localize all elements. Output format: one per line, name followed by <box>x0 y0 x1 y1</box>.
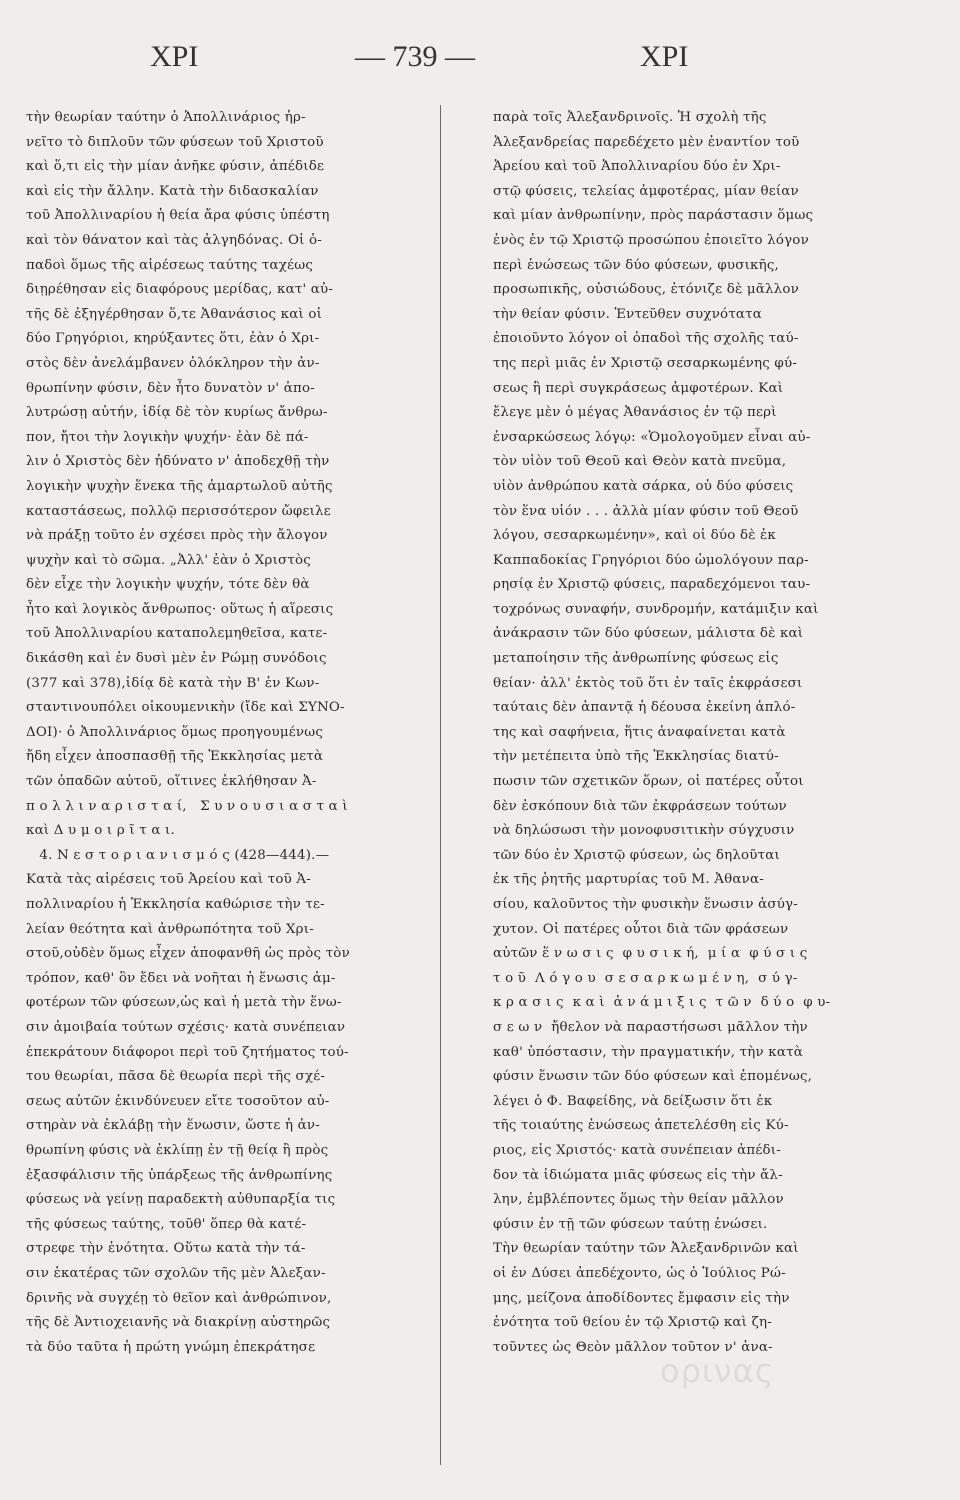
text-line: τοῦ Ἀπολλιναρίου καταπολεμηθεῖσα, κατε- <box>26 626 328 642</box>
text-line: φύσιν ἕνωσιν τῶν δύο φύσεων καὶ ἐπομένως, <box>493 1069 813 1085</box>
text-line: φύσιν ἐν τῇ τῶν φύσεων ταύτῃ ἑνώσει. <box>493 1216 768 1232</box>
text-line: τὸν ἕνα υἱόν . . . ἀλλὰ μίαν φύσιν τοῦ Θεοῦ <box>493 503 799 519</box>
text-line: ἐξασφάλισιν τῆς ὑπάρξεως τῆς ἀνθρωπίνης <box>26 1167 333 1183</box>
text-line: τῆς δὲ ἐξηγέρθησαν ὅ,τε Ἀθανάσιος καὶ οἱ <box>26 306 323 322</box>
text-line: μης, μείζονα ἀποδίδοντες ἔμφασιν εἰς τὴν <box>493 1290 790 1306</box>
text-line: θρωπίνην φύσιν, δὲν ἦτο δυνατὸν ν' ἀπο- <box>26 380 315 396</box>
watermark: ορινας <box>660 1352 775 1390</box>
text-line: σιν ἑκατέρας τῶν σχολῶν τῆς μὲν Ἀλεξαν- <box>26 1265 326 1281</box>
text-line: τοχρόνως συναφήν, συνδρομήν, κατάμιξιν καὶ <box>493 601 819 617</box>
text-line: πον, ἤτοι τὴν λογικὴν ψυχήν· ἐὰν δὲ πά- <box>26 429 309 445</box>
text-line: παδοὶ ὅμως τῆς αἱρέσεως ταύτης ταχέως <box>26 257 314 273</box>
text-line: ἑνὸς ἐν τῷ Χριστῷ προσώπου ἐποιεῖτο λόγον <box>493 232 809 248</box>
text-line: δικάσθη καὶ ἐν δυσὶ μὲν ἐν Ρώμῃ συνόδοις <box>26 651 327 667</box>
text-line: προσωπικῆς, οὐσιώδους, ἐτόνιζε δὲ μᾶλλον <box>493 282 799 298</box>
right-text-column <box>493 106 913 1360</box>
text-line: λην, ἐμβλέποντες ὅμως τὴν θείαν μᾶλλον <box>493 1192 784 1208</box>
text-line: λείαν θεότητα καὶ ἀνθρωπότητα τοῦ Χρι- <box>26 921 314 937</box>
text-line: τῶν δύο ἐν Χριστῷ φύσεων, ὡς δηλοῦται <box>493 847 780 863</box>
text-line: ταύταις δὲν ἀπαντᾷ ἡ δέουσα ἐκείνη ἁπλό- <box>493 700 796 716</box>
text-line: καὶ τὸν θάνατον καὶ τὰς ἀλγηδόνας. Οἱ ὀ- <box>26 232 323 248</box>
text-line: ψυχὴν καὶ τὸ σῶμα. „Ἀλλ' ἐὰν ὁ Χριστὸς <box>26 552 311 568</box>
text-line: θρωπίνη φύσις νὰ ἐκλίπῃ ἐν τῇ θείᾳ ἢ πρὸς <box>26 1142 329 1158</box>
text-line: χυτον. Οἱ πατέρες οὗτοι διὰ τῶν φράσεων <box>493 921 789 937</box>
text-line: τοῦ Ἀπολλιναρίου ἡ θεία ἄρα φύσις ὑπέστη <box>26 208 330 224</box>
text-line: π ο λ λ ι ν α ρ ι σ τ α ί, Σ υ ν ο υ σ ι α σ τ α ὶ <box>26 798 348 814</box>
text-line: δρινῆς νὰ συγχέῃ τὸ θεῖον καὶ ἀνθρώπινον, <box>26 1290 332 1306</box>
text-line: καθ' ὑπόστασιν, τὴν πραγματικήν, τὴν κατὰ <box>493 1044 803 1060</box>
text-line: ἤδη εἶχεν ἀποσπασθῇ τῆς Ἐκκλησίας μετὰ <box>26 749 324 765</box>
text-line: παρὰ τοῖς Ἀλεξανδρινοῖς. Ἡ σχολὴ τῆς <box>493 110 767 125</box>
text-line: στοῦ,οὐδὲν ὅμως εἶχεν ἀποφανθῆ ὡς πρὸς τὸν <box>26 946 350 962</box>
text-line: φύσεως νὰ γείνῃ παραδεκτὴ αὐθυπαρξία τις <box>26 1192 336 1208</box>
text-line: νὰ δηλώσωσι τὴν μονοφυσιτικὴν σύγχυσιν <box>493 823 795 839</box>
text-line: τοῦντες ὡς Θεὸν μᾶλλον τοῦτον ν' ἀνα- <box>493 1339 773 1355</box>
text-line: σίου, καλοῦντος τὴν φυσικὴν ἕνωσιν ἀσύγ- <box>493 897 798 912</box>
text-line: καὶ ὅ,τι εἰς τὴν μίαν ἀνῆκε φύσιν, ἀπέδιδε <box>26 159 325 175</box>
text-line: καὶ μίαν ἀνθρωπίνην, πρὸς παράστασιν ὅμως <box>493 208 814 224</box>
text-line: μεταποίησιν τῆς ἀνθρωπίνης φύσεως εἰς <box>493 651 779 667</box>
text-line: πωσιν τῶν σχετικῶν ὅρων, οἱ πατέρες οὗτοι <box>493 774 804 790</box>
text-line: ἑνότητα τοῦ θείου ἐν τῷ Χριστῷ καὶ ζη- <box>493 1315 772 1331</box>
text-line: τὴν θείαν φύσιν. Ἐντεῦθεν συχνότατα <box>493 306 763 322</box>
page-number: — 739 — <box>355 40 475 73</box>
text-line: ἔλεγε μὲν ὁ μέγας Ἀθανάσιος ἐν τῷ περὶ <box>493 405 777 421</box>
text-line: λυτρώσῃ αὐτήν, ἰδίᾳ δὲ τὸν κυρίως ἄνθρω- <box>26 405 328 421</box>
text-line: ΔΟΙ)· ὁ Ἀπολλινάριος ὅμως προηγουμένως <box>26 724 324 740</box>
text-line: Τὴν θεωρίαν ταύτην τῶν Ἀλεξανδρινῶν καὶ <box>493 1241 799 1257</box>
text-line: ἐνσαρκώσεως λόγῳ: «Ὁμολογοῦμεν εἶναι αὐ- <box>493 429 811 445</box>
text-line: λέγει ὁ Φ. Βαφείδης, νὰ δείξωσιν ὅτι ἐκ <box>493 1093 773 1109</box>
text-line: Ἀλεξανδρείας παρεδέχετο μὲν ἐναντίον τοῦ <box>493 134 800 150</box>
running-header <box>0 40 960 88</box>
text-line: ἐποιοῦντο λόγον οἱ ὀπαδοὶ τῆς σχολῆς ταύ- <box>493 331 799 347</box>
text-line: ρησίᾳ ἐν Χριστῷ φύσεις, παραδεχόμενοι ταυ- <box>493 577 811 593</box>
text-line: διῃρέθησαν εἰς διαφόρους μερίδας, κατ' αὐ- <box>26 282 334 298</box>
header-right-keyword: ΧΡΙ <box>640 40 689 73</box>
text-line: τὰ δύο ταῦτα ἡ πρώτη γνώμη ἐπεκράτησε <box>26 1339 316 1355</box>
text-line: τὴν μετέπειτα ὑπὸ τῆς Ἐκκλησίας διατύ- <box>493 749 779 765</box>
left-text-column <box>26 106 411 1360</box>
text-line: λιν ὁ Χριστὸς δὲν ἠδύνατο ν' ἀποδεχθῇ τὴν <box>26 454 330 470</box>
text-line: της περὶ μιᾶς ἐν Χριστῷ σεσαρκωμένης φύ- <box>493 355 798 371</box>
column-divider <box>440 105 441 1465</box>
text-line: σταντινουπόλει οἰκουμενικὴν (ἴδε καὶ ΣΥΝΟ- <box>26 700 345 716</box>
header-left-keyword: ΧΡΙ <box>150 40 199 73</box>
text-line: τῆς φύσεως ταύτης, τοῦθ' ὅπερ θὰ κατέ- <box>26 1216 307 1232</box>
text-line: του θεωρίαι, πᾶσα δὲ θεωρία περὶ τῆς σχέ- <box>26 1069 326 1085</box>
text-line: φοτέρων τῶν φύσεων,ὡς καὶ ἡ μετὰ τὴν ἕνω- <box>26 995 342 1011</box>
text-line: δὲν ἐσκόπουν διὰ τῶν ἐκφράσεων τούτων <box>493 798 787 814</box>
text-line: ἐκ τῆς ῥητῆς μαρτυρίας τοῦ Μ. Ἀθανα- <box>493 872 764 888</box>
text-line: Ἀρείου καὶ τοῦ Ἀπολλιναρίου δύο ἐν Χρι- <box>493 159 781 175</box>
text-line: ἐπεκράτουν διάφοροι περὶ τοῦ ζητήματος τού- <box>26 1044 349 1060</box>
text-line: νεῖτο τὸ διπλοῦν τῶν φύσεων τοῦ Χριστοῦ <box>26 134 324 150</box>
text-line: περὶ ἑνώσεως τῶν δύο φύσεων, φυσικῆς, <box>493 257 779 273</box>
text-line: τῆς δὲ Ἀντιοχειανῆς νὰ διακρίνῃ αὐστηρῶς <box>26 1315 331 1331</box>
text-line: δύο Γρηγόριοι, κηρύξαντες ὅτι, ἐὰν ὁ Χρι- <box>26 331 320 347</box>
text-line: της καὶ σαφήνεια, ἥτις ἀναφαίνεται κατὰ <box>493 724 786 740</box>
text-line: δον τὰ ἰδιώματα μιᾶς φύσεως εἰς τὴν ἄλ- <box>493 1167 783 1183</box>
text-line: τῆς τοιαύτης ἑνώσεως ἀπετελέσθη εἰς Κύ- <box>493 1118 789 1134</box>
text-line: κ ρ α σ ι ς κ α ὶ ἀ ν ά μ ι ξ ι ς τ ῶ ν δ ύ ο φ υ- <box>493 995 831 1011</box>
text-line: τρόπον, καθ' ὃν ἔδει νὰ νοῆται ἡ ἕνωσις ἀμ- <box>26 970 336 986</box>
text-line: θείαν· ἀλλ' ἐκτὸς τοῦ ὅτι ἐν ταῖς ἐκφράσεσι <box>493 675 803 691</box>
text-line: Καππαδοκίας Γρηγόριοι δύο ὡμολόγουν παρ- <box>493 552 809 568</box>
text-line: στὸς δὲν ἀνελάμβανεν ὁλόκληρον τὴν ἀν- <box>26 355 320 371</box>
text-line: ριος, εἰς Χριστός· κατὰ συνέπειαν ἀπέδι- <box>493 1142 781 1158</box>
text-line: στρεφε τὴν ἑνότητα. Οὕτω κατὰ τὴν τά- <box>26 1241 306 1257</box>
text-line: λογικὴν ψυχὴν ἕνεκα τῆς ἁμαρτωλοῦ αὐτῆς <box>26 478 333 494</box>
text-line: τὸν υἱὸν τοῦ Θεοῦ καὶ Θεὸν κατὰ πνεῦμα, <box>493 454 787 470</box>
text-line: στῷ φύσεις, τελείας ἀμφοτέρας, μίαν θείαν <box>493 183 799 199</box>
text-line: καταστάσεως, πολλῷ περισσότερον ὤφειλε <box>26 503 331 519</box>
text-line: (377 καὶ 378),ἰδίᾳ δὲ κατὰ τὴν Β' ἐν Κων- <box>26 675 320 691</box>
text-line: Κατὰ τὰς αἱρέσεις τοῦ Ἀρείου καὶ τοῦ Ἀ- <box>26 872 311 888</box>
text-line: τ ο ῦ Λ ό γ ο υ σ ε σ α ρ κ ω μ έ ν η, σ ύ γ- <box>493 970 798 986</box>
text-line: πολλιναρίου ἡ Ἐκκλησία καθώρισε τὴν τε- <box>26 897 325 912</box>
text-line: σ ε ω ν ἤθελον νὰ παραστήσωσι μᾶλλον τὴν <box>493 1019 808 1035</box>
text-line: υἱὸν ἀνθρώπου κατὰ σάρκα, οὐ δύο φύσεις <box>493 478 794 494</box>
text-line: νὰ πράξῃ τοῦτο ἐν σχέσει πρὸς τὴν ἄλογον <box>26 528 328 544</box>
text-line: καὶ Δ υ μ ο ι ρ ῖ τ α ι. <box>26 823 175 839</box>
text-line: οἱ ἐν Δύσει ἀπεδέχοντο, ὡς ὁ Ἰούλιος Ρώ- <box>493 1265 786 1281</box>
text-line: τῶν ὀπαδῶν αὐτοῦ, οἵτινες ἐκλήθησαν Ἀ- <box>26 774 317 790</box>
text-line: 4. Ν ε σ τ ο ρ ι α ν ι σ μ ό ς (428—444).— <box>26 847 330 863</box>
text-line: σεως ἢ περὶ συγκράσεως ἀμφοτέρων. Καὶ <box>493 380 784 396</box>
text-line: δὲν εἶχε τὴν λογικὴν ψυχήν, τότε δὲν θὰ <box>26 577 310 593</box>
text-line: ἦτο καὶ λογικὸς ἄνθρωπος· οὕτως ἡ αἵρεσις <box>26 601 334 617</box>
text-line: σιν ἀμοιβαία τούτων σχέσις· κατὰ συνέπειαν <box>26 1019 346 1035</box>
text-line: στηρὰν νὰ ἐκλάβῃ τὴν ἕνωσιν, ὥστε ἡ ἀν- <box>26 1118 320 1134</box>
text-line: τὴν θεωρίαν ταύτην ὁ Ἀπολλινάριος ἠρ- <box>26 110 306 125</box>
text-line: ἀνάκρασιν τῶν δύο φύσεων, μάλιστα δὲ καὶ <box>493 626 804 642</box>
text-line: αὐτῶν ἕ ν ω σ ι ς φ υ σ ι κ ή, μ ί α φ ύ σ ι ς <box>493 946 808 962</box>
text-line: καὶ εἰς τὴν ἄλλην. Κατὰ τὴν διδασκαλίαν <box>26 183 319 199</box>
text-line: λόγου, σεσαρκωμένην», καὶ οἱ δύο δὲ ἐκ <box>493 528 777 544</box>
text-line: σεως αὐτῶν ἐκινδύνευεν εἴτε τοσοῦτον αὐ- <box>26 1093 330 1109</box>
